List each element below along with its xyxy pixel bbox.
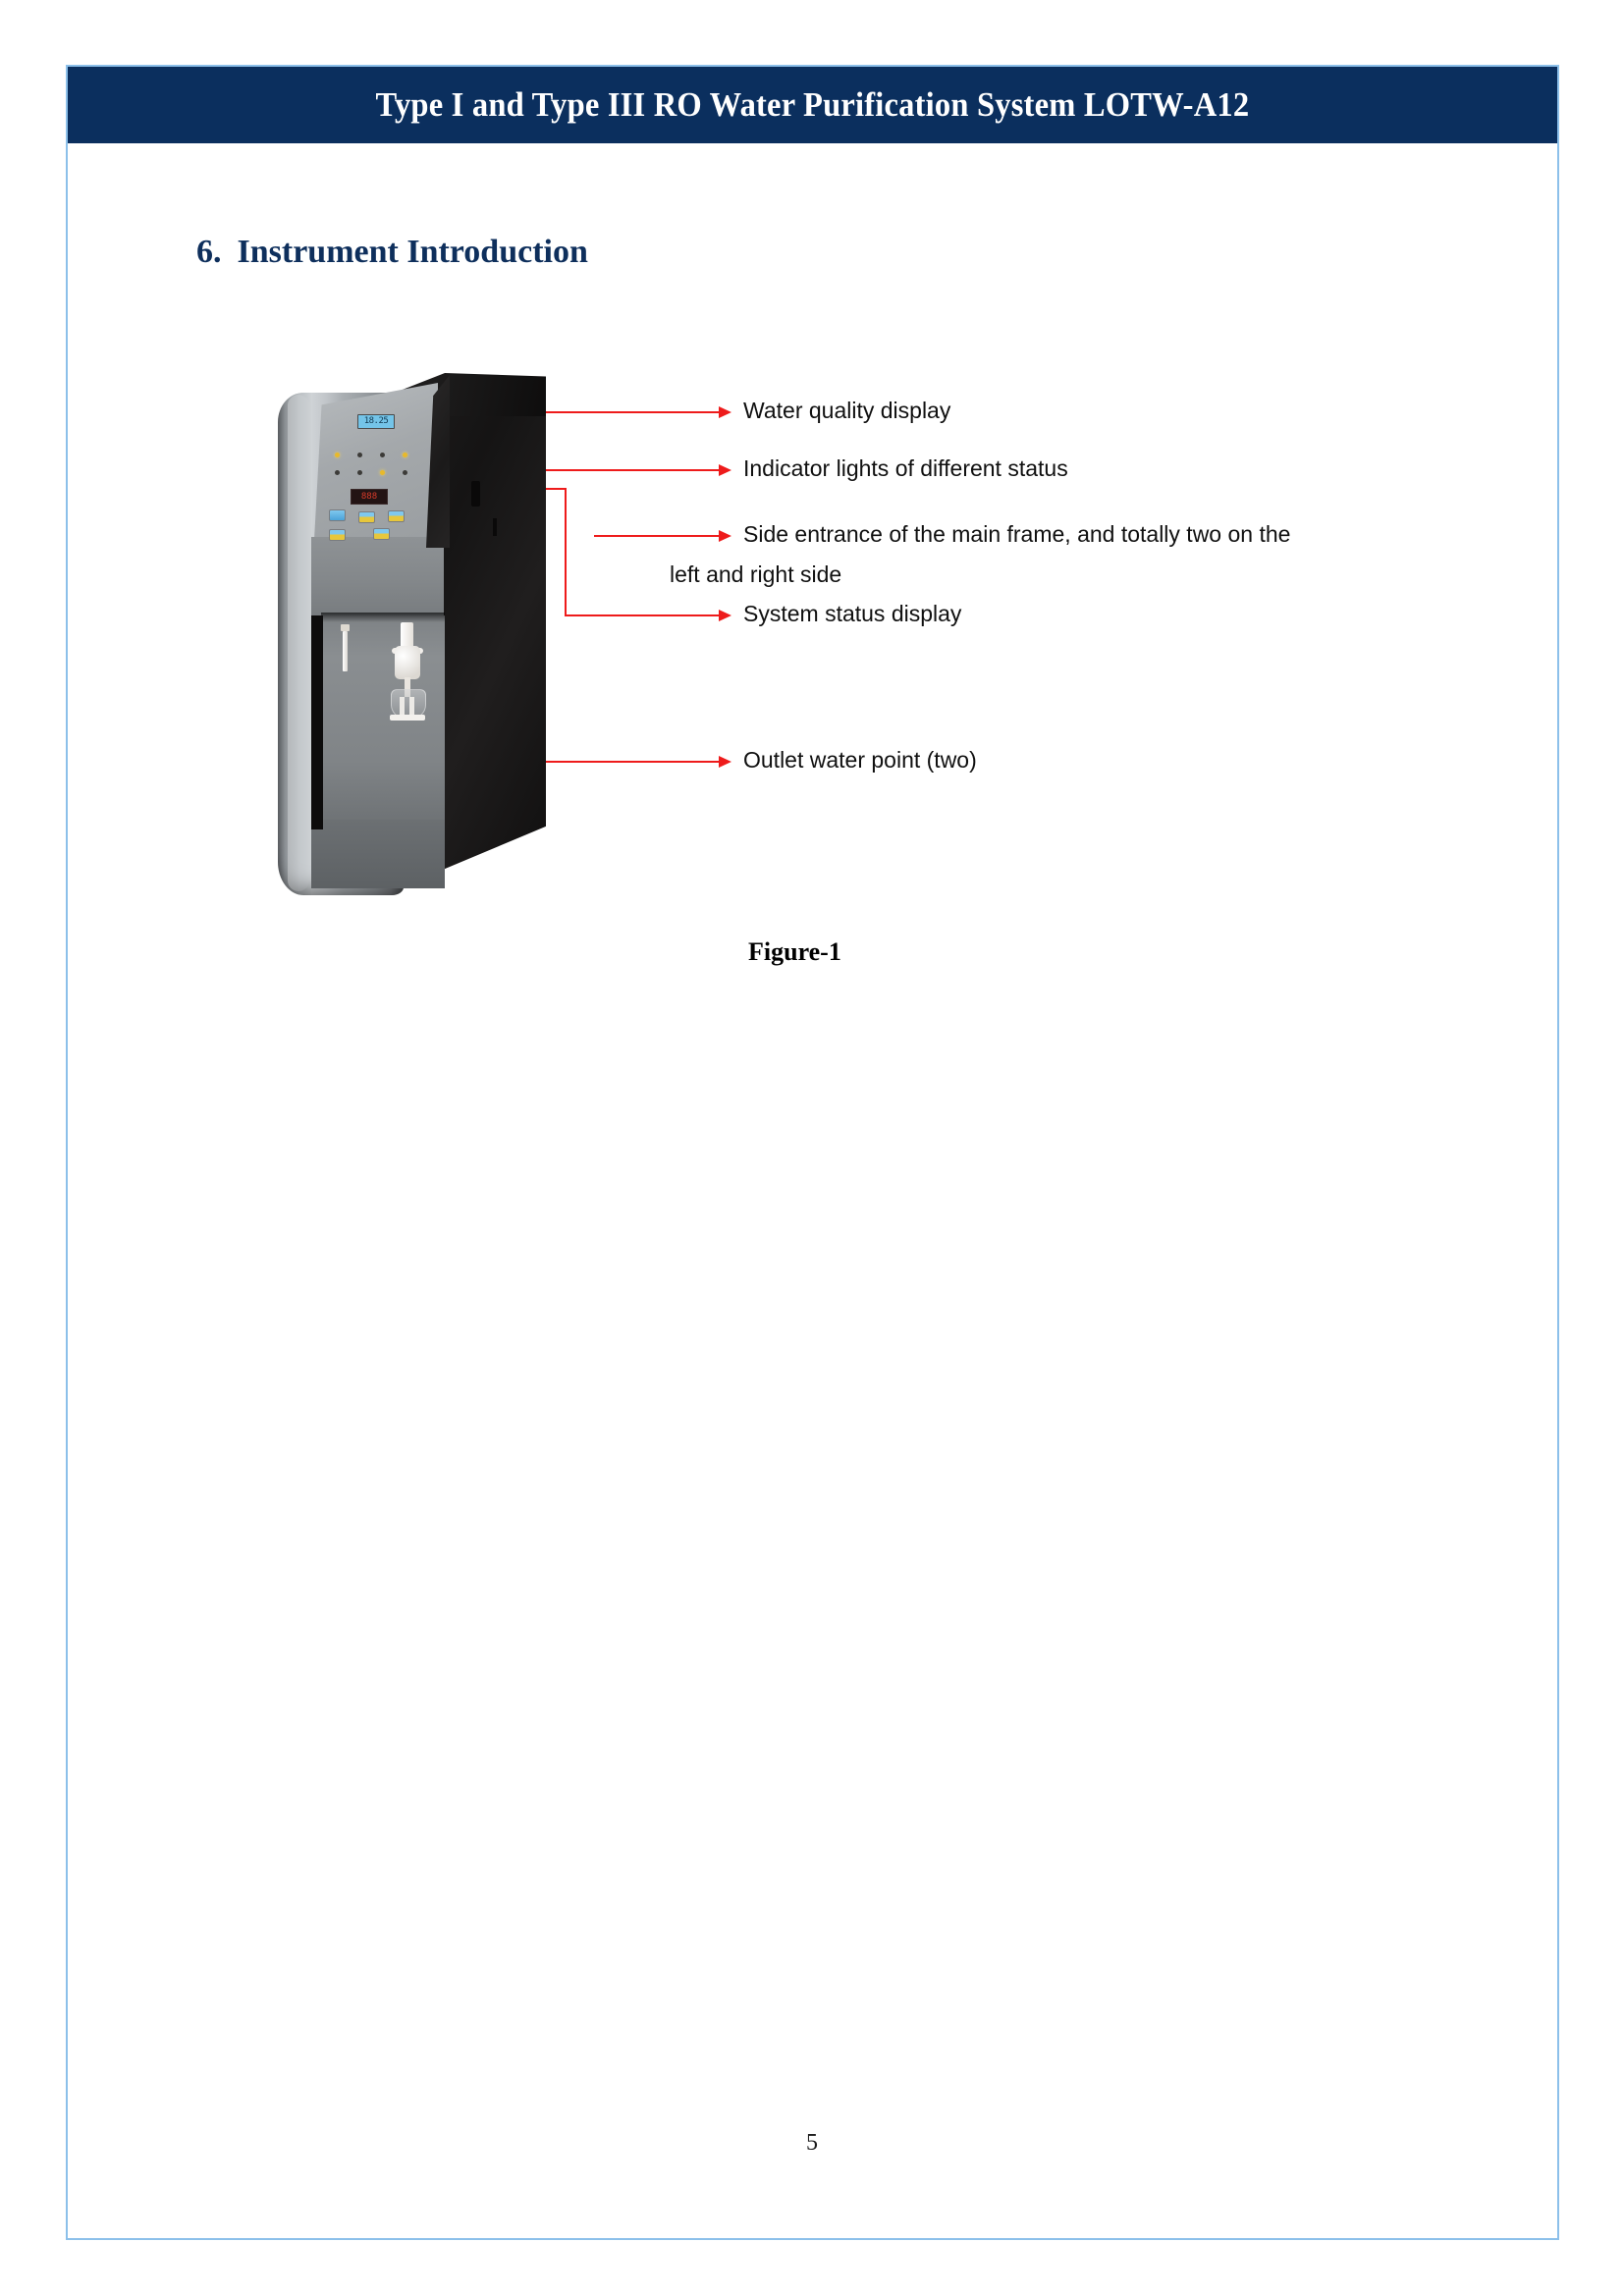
- indicator-light-4: [403, 453, 407, 457]
- indicator-light-3: [380, 453, 385, 457]
- callout-label-indicator-lights: Indicator lights of different status: [743, 455, 1068, 481]
- callout-arrowhead-outlet-water: [719, 756, 731, 768]
- callout-label-system-status: System status display: [743, 601, 962, 626]
- indicator-light-1: [335, 453, 340, 457]
- callout-vline-system-status: [565, 488, 567, 616]
- dispensing-recess-edge: [311, 615, 323, 829]
- section-heading: [196, 234, 588, 271]
- callout-arrowhead-water-quality: [719, 406, 731, 418]
- panel-button-1: [329, 509, 346, 521]
- outlet-nozzle-left-stem: [343, 631, 348, 671]
- callout-label-side-entrance: Side entrance of the main frame, and totally two on the: [743, 521, 1291, 547]
- figure-caption: Figure-1: [748, 937, 841, 966]
- indicator-light-5: [335, 470, 340, 475]
- indicator-lights-group: [333, 451, 413, 484]
- section-title: Instrument Introduction: [237, 234, 588, 270]
- water-purification-system-image: [208, 365, 679, 915]
- callout-line-side-entrance: [594, 535, 722, 537]
- panel-button-4: [329, 529, 346, 541]
- callout-line-system-status: [565, 614, 722, 616]
- outlet-nozzle-right-prong-b: [409, 697, 414, 717]
- outlet-nozzle-right-foot: [390, 715, 425, 721]
- document-title: Type I and Type III RO Water Purification System LOTW-A12: [375, 85, 1250, 124]
- outlet-nozzle-right-stem: [401, 622, 413, 648]
- callout-arrowhead-side-entrance: [719, 530, 731, 542]
- dispensing-floor: [311, 820, 445, 888]
- page-number: 5: [806, 2130, 818, 2156]
- panel-button-5: [373, 528, 390, 540]
- callout-label-water-quality: Water quality display: [743, 398, 951, 423]
- indicator-light-8: [403, 470, 407, 475]
- callout-arrowhead-indicator-lights: [719, 464, 731, 476]
- figure-1-area: [66, 353, 1559, 962]
- outlet-nozzle-right-filter-body: [395, 646, 420, 679]
- callout-label-outlet-water: Outlet water point (two): [743, 747, 977, 773]
- system-status-value: 888: [360, 491, 378, 502]
- panel-button-3: [388, 510, 405, 522]
- callout-label-side-entrance-wrap: left and right side: [670, 561, 842, 587]
- cabinet-handle-secondary-icon: [493, 518, 497, 536]
- indicator-light-2: [357, 453, 362, 457]
- indicator-light-7: [380, 470, 385, 475]
- outlet-nozzle-right-prong-a: [400, 697, 405, 717]
- section-number: 6.: [196, 234, 222, 270]
- outlet-nozzle-left: [341, 624, 350, 671]
- callout-arrowhead-system-status: [719, 610, 731, 621]
- outlet-nozzle-right: [388, 622, 427, 732]
- outlet-nozzle-left-cap: [341, 624, 350, 631]
- panel-button-2: [358, 511, 375, 523]
- dispensing-recess-shadow: [321, 613, 445, 622]
- mid-shelf-band: [311, 537, 444, 619]
- header-banner: [68, 67, 1557, 143]
- water-quality-value: 18.25: [363, 416, 389, 426]
- control-button-pad: [326, 509, 420, 545]
- cabinet-handle-icon: [471, 481, 480, 507]
- water-quality-lcd: [357, 414, 395, 429]
- indicator-light-6: [357, 470, 362, 475]
- system-status-led: [351, 489, 388, 505]
